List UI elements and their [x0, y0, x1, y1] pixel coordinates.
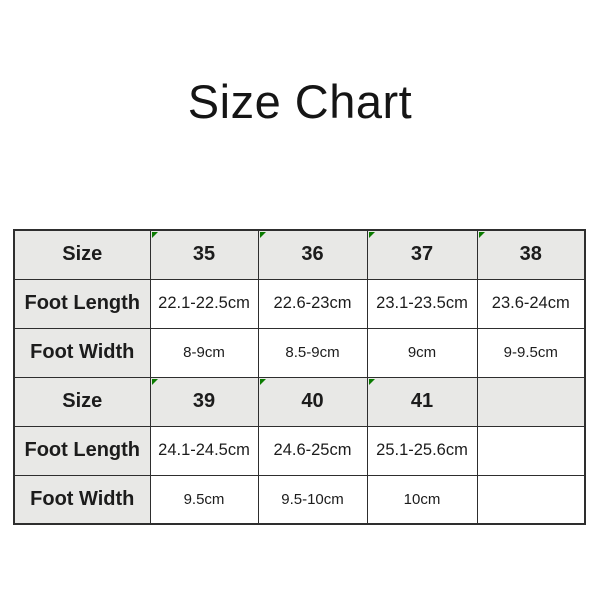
cell-text: 10cm [403, 490, 441, 508]
cell-text: 25.1-25.6cm [376, 441, 468, 459]
cell-text: 24.1-24.5cm [158, 441, 250, 459]
flag-triangle-icon [479, 232, 485, 238]
table-row-foot-length-2 [14, 426, 585, 475]
table-row-size-1 [14, 230, 585, 279]
foot-width-cell [150, 328, 258, 377]
row-header-foot-width: Foot Width [14, 475, 150, 524]
row-header-foot-length: Foot Length [14, 426, 150, 475]
size-chart-table [13, 229, 586, 525]
cell-text: 9cm [407, 344, 437, 361]
cell-text: 9-9.5cm [503, 344, 558, 361]
foot-width-cell-empty [477, 475, 585, 524]
size-cell [150, 377, 258, 426]
size-cell-empty [477, 377, 585, 426]
size-cell [367, 230, 477, 279]
foot-length-cell-empty [477, 426, 585, 475]
table-row-size-2 [14, 377, 585, 426]
cell-text: 41 [410, 390, 434, 412]
cell-text: 38 [519, 243, 542, 266]
table-row-foot-width-1 [14, 328, 585, 377]
cell-text: 39 [192, 390, 216, 412]
cell-text: 40 [301, 390, 324, 412]
foot-length-cell [477, 279, 585, 328]
foot-length-cell [150, 279, 258, 328]
row-header-foot-width: Foot Width [14, 328, 150, 377]
row-header-size: Size [14, 230, 150, 279]
cell-text: 37 [410, 243, 434, 266]
size-cell [150, 230, 258, 279]
size-cell [477, 230, 585, 279]
row-header-foot-length: Foot Length [14, 279, 150, 328]
size-cell [258, 230, 367, 279]
cell-text: 9.5-10cm [281, 490, 344, 508]
foot-width-cell [150, 475, 258, 524]
cell-text: 22.1-22.5cm [158, 294, 250, 312]
size-cell [258, 377, 367, 426]
foot-length-cell [258, 426, 367, 475]
row-header-size: Size [14, 377, 150, 426]
foot-length-cell [258, 279, 367, 328]
cell-text: 35 [192, 243, 216, 266]
cell-text: 8.5-9cm [285, 344, 340, 361]
foot-width-cell [367, 475, 477, 524]
flag-triangle-icon [260, 379, 266, 385]
flag-triangle-icon [260, 232, 266, 238]
cell-text: 36 [301, 243, 324, 266]
foot-width-cell [367, 328, 477, 377]
foot-length-cell [150, 426, 258, 475]
page-title: Size Chart [187, 75, 413, 128]
flag-triangle-icon [152, 232, 158, 238]
cell-text: 24.6-25cm [273, 441, 352, 459]
flag-triangle-icon [369, 379, 375, 385]
foot-length-cell [367, 279, 477, 328]
cell-text: 8-9cm [183, 344, 225, 361]
foot-width-cell [258, 475, 367, 524]
cell-text: 22.6-23cm [273, 294, 352, 312]
foot-width-cell [477, 328, 585, 377]
foot-length-cell [367, 426, 477, 475]
table-row-foot-length-1 [14, 279, 585, 328]
table-row-foot-width-2 [14, 475, 585, 524]
cell-text: 23.6-24cm [491, 294, 570, 312]
flag-triangle-icon [369, 232, 375, 238]
foot-width-cell [258, 328, 367, 377]
cell-text: 9.5cm [183, 490, 225, 508]
size-cell [367, 377, 477, 426]
flag-triangle-icon [152, 379, 158, 385]
cell-text: 23.1-23.5cm [376, 294, 468, 312]
